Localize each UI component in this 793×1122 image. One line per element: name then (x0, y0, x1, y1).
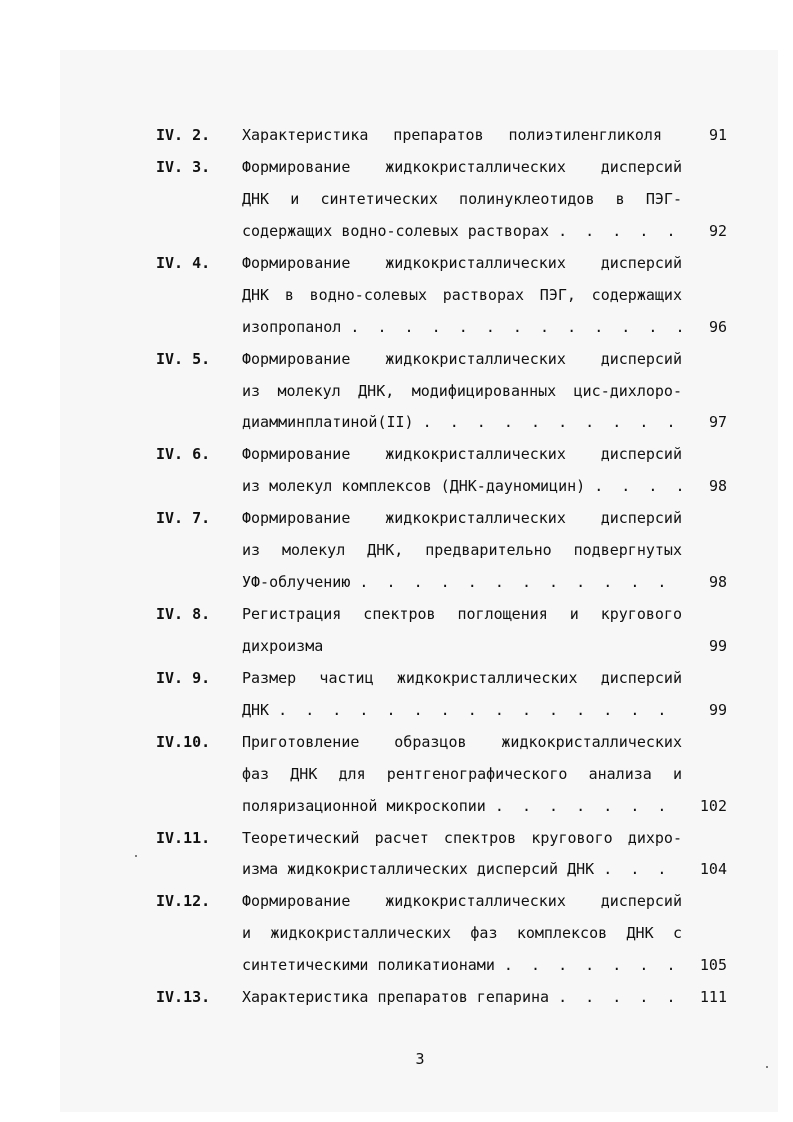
entry-title-line-last (242, 221, 687, 241)
entry-number: IV. 8. (156, 605, 211, 623)
entry-number: IV. 7. (156, 509, 211, 527)
entry-title-line: из молекул ДНК, модифицированных цис-дихлоро- (242, 382, 682, 400)
entry-page: 99 (708, 701, 727, 719)
scan-speck (766, 1066, 768, 1068)
dot-leader (594, 859, 687, 879)
entry-page: 105 (699, 956, 727, 974)
entry-title-line: Размер частиц жидкокристаллических дисперсий (242, 669, 682, 687)
entry-page: 99 (708, 637, 727, 655)
entry-title-text: изопропанол (242, 318, 342, 336)
entry-title-line: Формирование жидкокристаллических дисперсий (242, 254, 682, 272)
entry-page: 97 (708, 413, 727, 431)
entry-title-line: Приготовление образцов жидкокристаллических (242, 733, 682, 751)
entry-title-line: Формирование жидкокристаллических дисперсий (242, 445, 682, 463)
entry-title-text: Характеристика препаратов гепарина (242, 988, 550, 1006)
entry-title-line: Формирование жидкокристаллических дисперсий (242, 350, 682, 368)
entry-number: IV.11. (156, 829, 211, 847)
dot-leader (350, 572, 687, 592)
entry-title-line-last (242, 987, 687, 1007)
entry-title-line: из молекул ДНК, предварительно подвергнутых (242, 541, 682, 559)
entry-number: IV. 6. (156, 445, 211, 463)
entry-number: IV. 3. (156, 158, 211, 176)
dot-leader (341, 317, 687, 337)
entry-title-line: фаз ДНК для рентгенографического анализа и (242, 765, 682, 783)
entry-title-line-last (242, 796, 687, 816)
entry-title-line-last (242, 859, 687, 879)
dot-leader (269, 700, 687, 720)
scan-speck (135, 855, 137, 857)
entry-title-line: Формирование жидкокристаллических дисперсий (242, 158, 682, 176)
entry-title-line-last (242, 317, 687, 337)
entry-title-text: поляризационной микроскопии (242, 797, 486, 815)
entry-title-line: Формирование жидкокристаллических дисперсий (242, 509, 682, 527)
entry-title-line: Характеристика препаратов полиэтиленгликоля (242, 126, 662, 144)
entry-title-text: изма жидкокристаллических дисперсий ДНК (242, 860, 595, 878)
dot-leader (549, 987, 687, 1007)
entry-number: IV.12. (156, 892, 211, 910)
entry-number: IV.13. (156, 988, 211, 1006)
entry-title-line: Теоретический расчет спектров кругового дихро- (242, 829, 682, 847)
entry-title-text: диамминплатиной(II) (242, 413, 414, 431)
entry-title-line-last: дихроизма (242, 637, 324, 655)
entry-number: IV. 4. (156, 254, 211, 272)
entry-page: 96 (708, 318, 727, 336)
dot-leader (549, 221, 687, 241)
entry-page: 102 (699, 797, 727, 815)
dot-leader (486, 796, 687, 816)
entry-title-text: содержащих водно-солевых растворах (242, 222, 550, 240)
entry-page: 104 (699, 860, 727, 878)
entry-page: 91 (708, 126, 727, 144)
entry-number: IV. 9. (156, 669, 211, 687)
entry-title-text: ДНК (242, 701, 270, 719)
entry-page: 92 (708, 222, 727, 240)
entry-number: IV. 5. (156, 350, 211, 368)
entry-page: 98 (708, 573, 727, 591)
entry-title-line-last (242, 955, 687, 975)
entry-title-line: Формирование жидкокристаллических дисперсий (242, 892, 682, 910)
entry-title-text: синтетическими поликатионами (242, 956, 495, 974)
entry-number: IV. 2. (156, 126, 211, 144)
entry-title-line-last (242, 572, 687, 592)
page-number: 3 (415, 1050, 425, 1068)
entry-title-line-last (242, 700, 687, 720)
dot-leader (495, 955, 687, 975)
entry-title-text: УФ-облучению (242, 573, 351, 591)
entry-title-line-last (242, 412, 687, 432)
entry-title-line-last (242, 476, 687, 496)
entry-title-line: ДНК в водно-солевых растворах ПЭГ, содержащих (242, 286, 682, 304)
dot-leader (414, 412, 687, 432)
dot-leader (585, 476, 687, 496)
entry-title-line: и жидкокристаллических фаз комплексов ДНК с (242, 924, 682, 942)
entry-title-line: Регистрация спектров поглощения и кругового (242, 605, 682, 623)
entry-title-line: ДНК и синтетических полинуклеотидов в ПЭГ- (242, 190, 682, 208)
entry-title-text: из молекул комплексов (ДНК-дауномицин) (242, 477, 586, 495)
entry-page: 98 (708, 477, 727, 495)
entry-page: 111 (699, 988, 727, 1006)
entry-number: IV.10. (156, 733, 211, 751)
